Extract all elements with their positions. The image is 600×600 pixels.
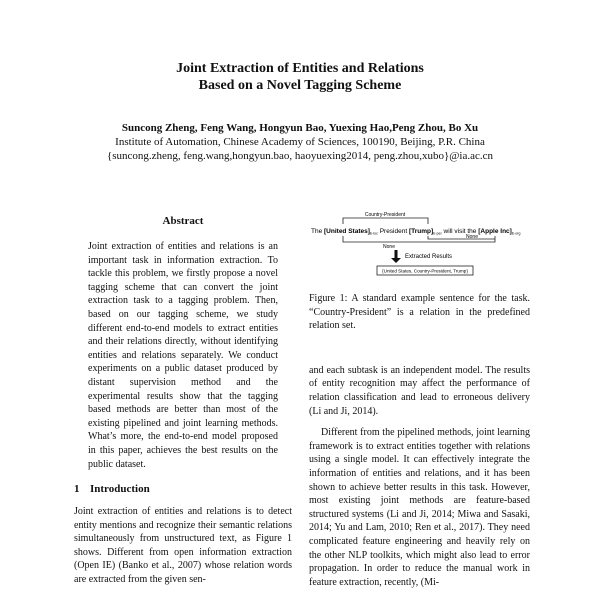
right-column xyxy=(309,210,530,589)
tag-e3: E-org xyxy=(511,231,521,236)
relation-label-top: Country-President xyxy=(364,212,406,218)
word-president: President xyxy=(379,228,408,235)
title-line-2: Based on a Novel Tagging Scheme xyxy=(198,78,402,93)
extracted-results-label: Extracted Results xyxy=(405,254,453,260)
relation-none-right: None xyxy=(466,234,478,240)
author-emails: {suncong.zheng, feng.wang,hongyun.bao, haoyuexing2014, peng.zhou,xubo}@ia.ac.cn xyxy=(106,150,494,162)
right-paragraph-2: Different from the pipelined methods, joint learning framework is to extract entities together with relations using a single model. It can effectively integrate the information of entities and relations, and it has been shown to achieve better results in this task. However, most existing joint methods are feature-based structured systems (Li and Ji, 2014; Miwa and Sasaki, 2014; Yu and Lam, 2010; Ren et al., 2017). They need complicated feature engineering and heavily rely on the other NLP toolkits, which might also lead to error propagation. In order to reduce the manual work in feature extraction, recently, (Mi- xyxy=(309,427,530,588)
abstract-heading: Abstract xyxy=(162,215,204,227)
abstract-text: Joint extraction of entities and relations is an important task in information extraction. To tackle this problem, we firstly propose a novel tagging scheme that can convert the joint extraction task to a tagging problem. Then, based on our tagging scheme, we study different end-to-end models to extract entities and their relations directly, without identifying entities and relations separately. We conduct experiments on a public dataset produced by distant supervision method and the experimental results show that the tagging based methods are better than most of the existing pipelined and joint learning methods. What’s more, the end-to-end model proposed in this paper, achieves the best results on the public dataset. xyxy=(88,241,278,470)
relation-none-left: None xyxy=(383,244,395,250)
figure-sentence xyxy=(311,228,520,237)
section-number: 1 xyxy=(74,483,80,496)
relation-bracket-top xyxy=(343,218,428,224)
arrow-down-icon xyxy=(391,258,401,263)
right-paragraph-1: and each subtask is an independent model. The results of entity recognition may affect the performance of relation classification and lead to erroneous delivery (Li and Ji, 2014). xyxy=(309,364,530,417)
figure-caption: Figure 1: A standard example sentence for the task. “Country-President” is a relation in the predefined relation set. xyxy=(309,293,530,332)
tag-e2: E-per xyxy=(433,231,442,236)
entity-united-states: [United States] xyxy=(324,228,370,235)
affiliation: Institute of Automation, Chinese Academy of Sciences, 100190, Beijing, P.R. China xyxy=(115,136,485,148)
title-line-1: Joint Extraction of Entities and Relations xyxy=(176,61,424,76)
figure-1-diagram xyxy=(309,210,530,282)
paper-title xyxy=(0,60,600,94)
section-heading-introduction xyxy=(74,482,292,496)
section-title: Introduction xyxy=(90,483,150,496)
left-column xyxy=(74,214,292,587)
affiliation-block xyxy=(0,135,600,163)
relation-bracket-bottom-right xyxy=(428,236,495,239)
result-triplet: {United States, Country-President, Trump} xyxy=(382,268,468,274)
word-the: The xyxy=(311,228,323,235)
entity-apple: [Apple Inc] xyxy=(478,228,512,235)
author-list: Suncong Zheng, Feng Wang, Hongyun Bao, Yuexing Hao,Peng Zhou, Bo Xu xyxy=(121,122,479,134)
figure-1 xyxy=(309,210,530,282)
tag-e1: E-loc xyxy=(369,231,378,236)
words-mid: will visit the xyxy=(443,228,477,235)
introduction-paragraph: Joint extraction of entities and relations is to detect entity mentions and recognize their semantic relations simultaneously from unstructured text, as Figure 1 shows. Different from open information extraction (Open IE) (Banko et al., 2007) whose relation words are extracted from the given sen- xyxy=(74,506,292,586)
entity-trump: [Trump] xyxy=(408,228,434,235)
